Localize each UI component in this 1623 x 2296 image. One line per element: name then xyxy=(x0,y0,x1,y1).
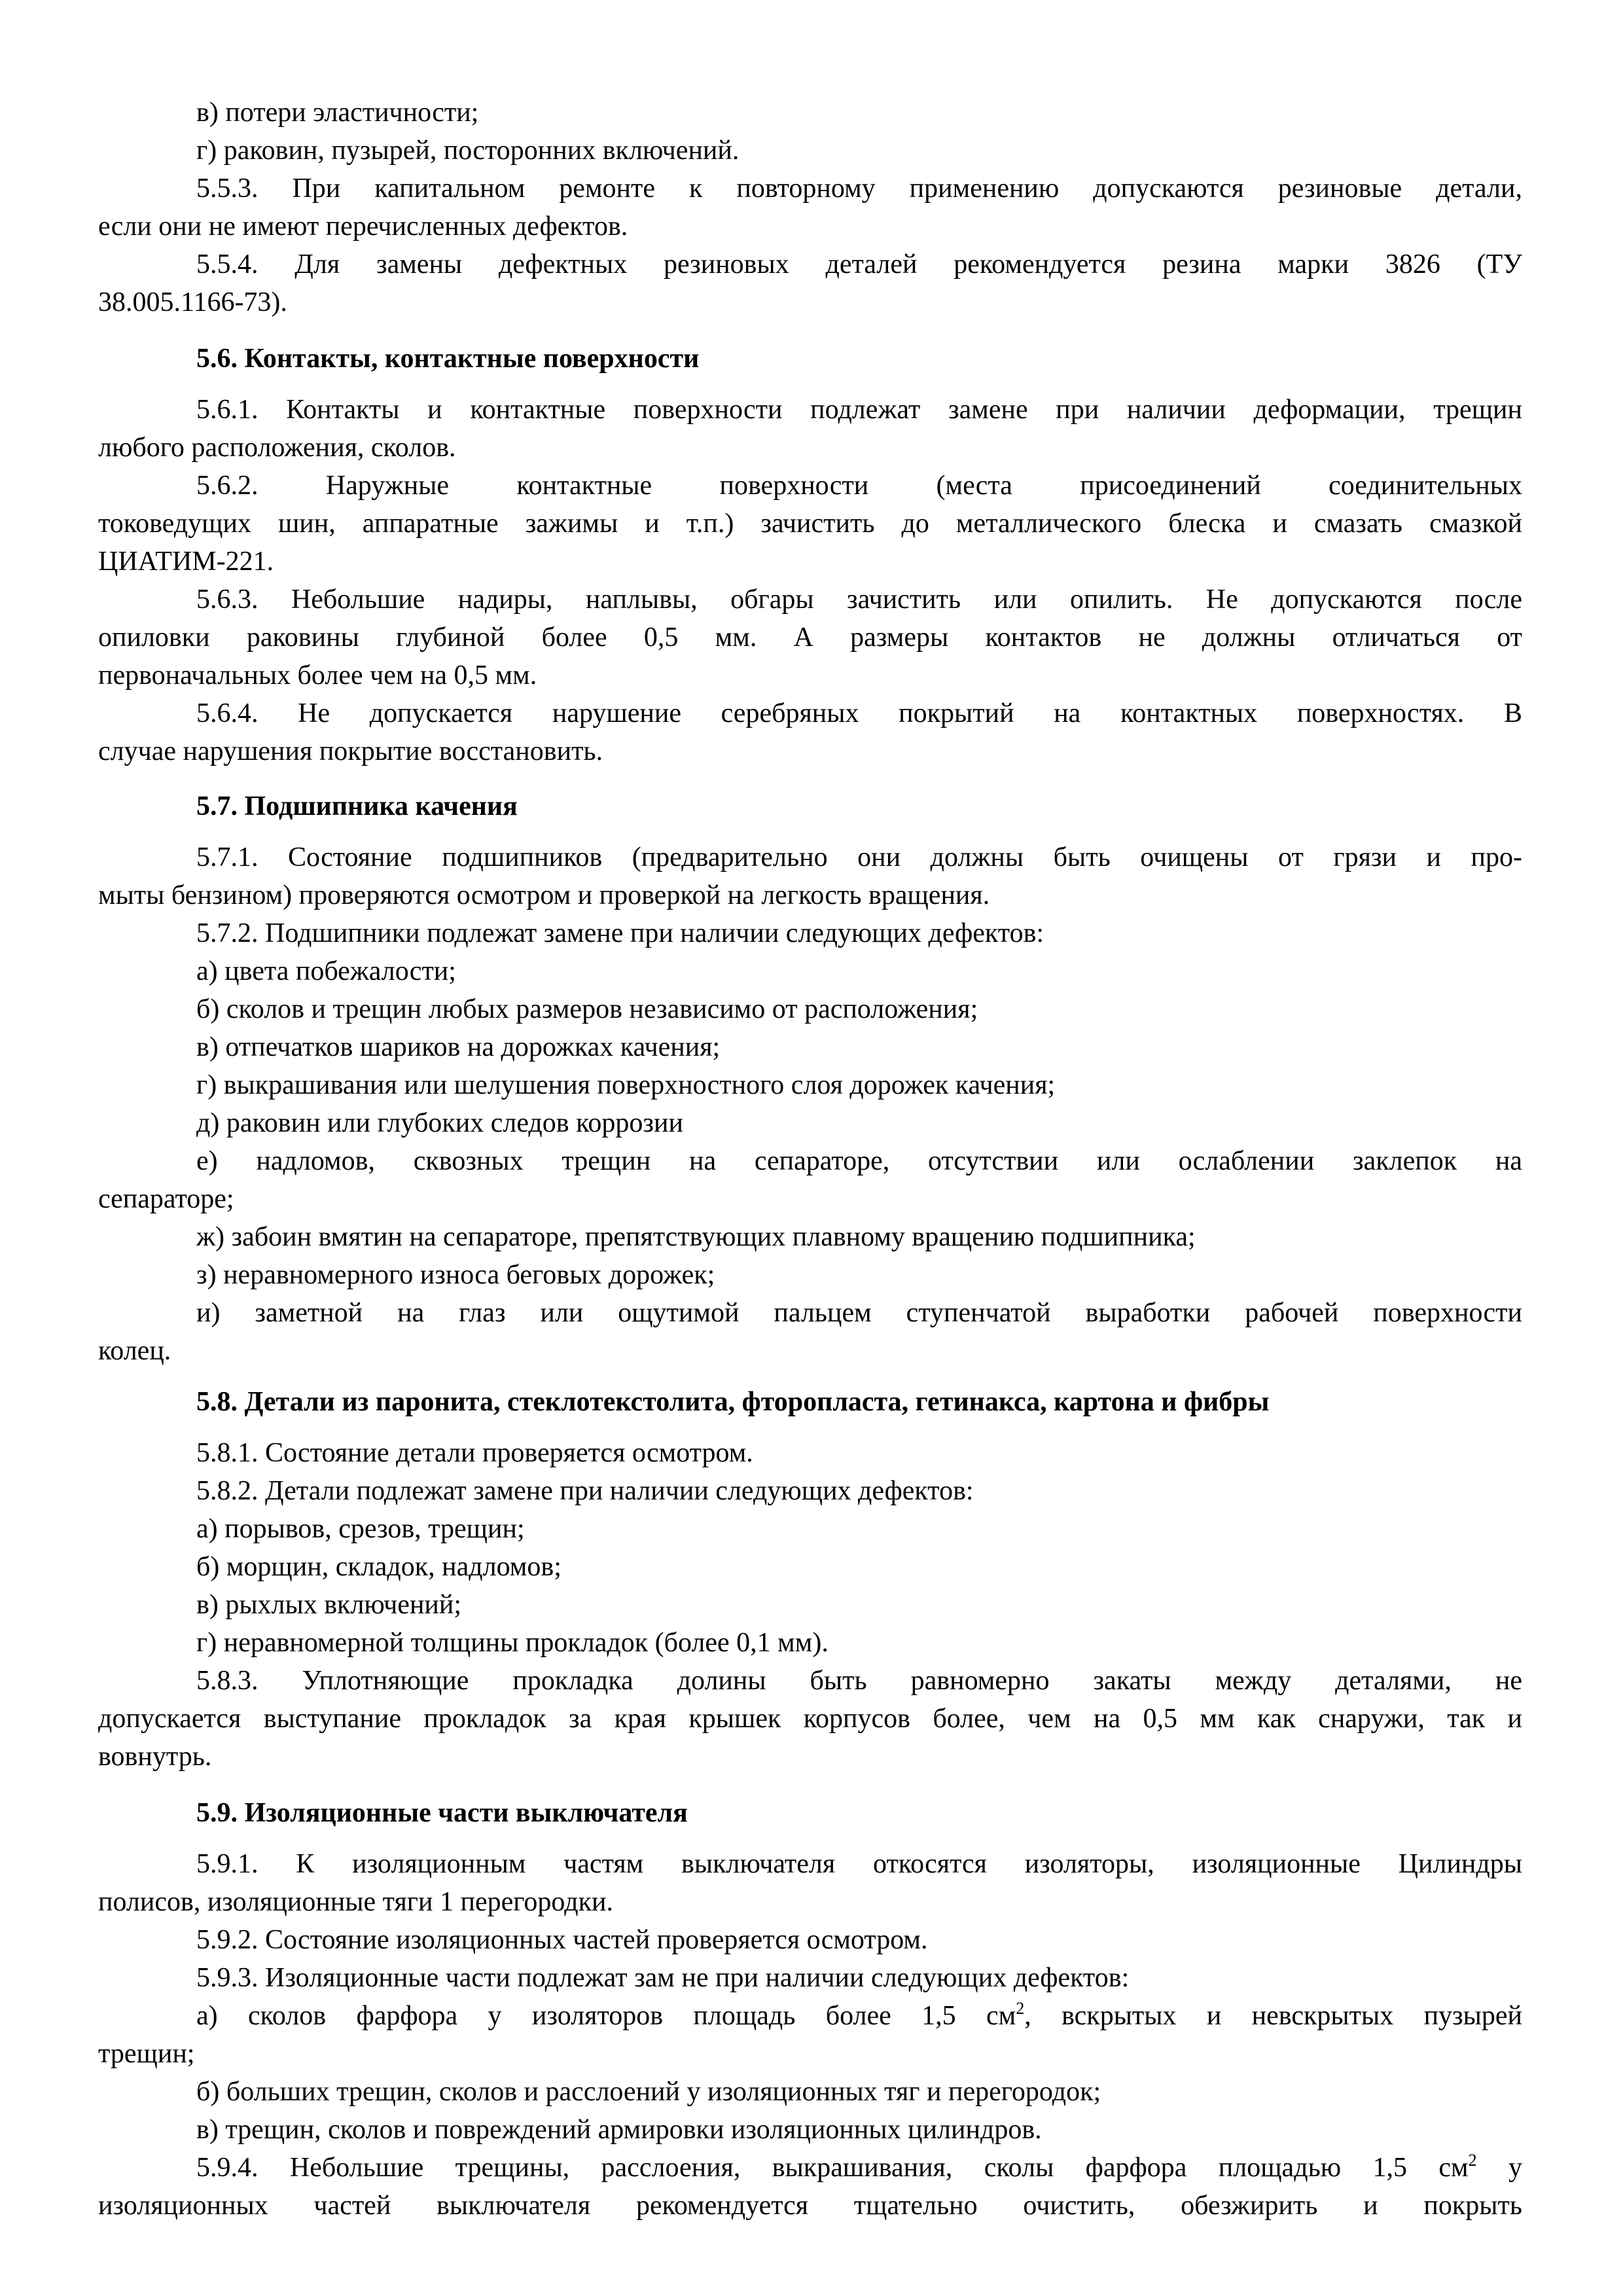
paragraph-line: 5.6.4. Не допускается нарушение серебряных покрытий на контактных поверхностях. В xyxy=(196,698,1522,728)
section-heading: 5.7. Подшипника качения xyxy=(196,791,518,821)
list-item: в) рыхлых включений; xyxy=(196,1590,462,1620)
list-item: г) выкрашивания или шелушения поверхностного слоя дорожек качения; xyxy=(196,1070,1056,1100)
paragraph-line: любого расположения, сколов. xyxy=(98,433,456,463)
paragraph-line: 5.8.2. Детали подлежат замене при наличии следующих дефектов: xyxy=(196,1476,974,1506)
list-item: колец. xyxy=(98,1336,171,1366)
paragraph-line: первоначальных более чем на 0,5 мм. xyxy=(98,660,537,691)
list-item: б) больших трещин, сколов и расслоений у изоляционных тяг и перегородок; xyxy=(196,2077,1101,2107)
section-heading: 5.6. Контакты, контактные поверхности xyxy=(196,344,700,374)
paragraph-line: 5.5.3. При капитальном ремонте к повторному применению допускаются резиновые детали, xyxy=(196,173,1522,204)
list-item-text: а) сколов фарфора у изоляторов площадь более 1,5 см xyxy=(196,2001,1016,2031)
list-item: г) неравномерной толщины прокладок (более 0,1 мм). xyxy=(196,1628,829,1658)
list-item: в) отпечатков шариков на дорожках качения; xyxy=(196,1032,721,1062)
paragraph-line: 5.6.3. Небольшие надиры, наплывы, обгары зачистить или опилить. Не допускаются после xyxy=(196,584,1522,615)
paragraph-line: 5.8.1. Состояние детали проверяется осмотром. xyxy=(196,1438,753,1468)
paragraph-line: 5.5.4. Для замены дефектных резиновых деталей рекомендуется резина марки 3826 (ТУ xyxy=(196,249,1522,279)
paragraph-line: опиловки раковины глубиной более 0,5 мм. А размеры контактов не должны отличаться от xyxy=(98,622,1522,653)
paragraph-line: 5.9.1. К изоляционным частям выключателя откосятся изоляторы, изоляционные Цилиндры xyxy=(196,1849,1522,1879)
paragraph-line: полисов, изоляционные тяги 1 перегородки. xyxy=(98,1887,613,1917)
paragraph-line: 5.9.3. Изоляционные части подлежат зам не при наличии следующих дефектов: xyxy=(196,1963,1130,1993)
paragraph-line: случае нарушения покрытие восстановить. xyxy=(98,736,603,766)
list-item-text: , вскрытых и невскрытых пузырей xyxy=(1024,2001,1522,2031)
paragraph-text: 5.9.4. Небольшие трещины, расслоения, выкрашивания, сколы фарфора площадью 1,5 см xyxy=(196,2153,1469,2183)
paragraph-line: если они не имеют перечисленных дефектов. xyxy=(98,211,628,242)
list-item: з) неравномерного износа беговых дорожек; xyxy=(196,1260,715,1290)
paragraph-line: 5.6.2. Наружные контактные поверхности (места присоединений соединительных xyxy=(196,471,1522,501)
paragraph-text: у xyxy=(1476,2153,1522,2183)
paragraph-line: ЦИАТИМ-221. xyxy=(98,547,274,577)
list-item: б) морщин, складок, надломов; xyxy=(196,1552,562,1582)
list-item: в) потери эластичности; xyxy=(196,98,479,128)
paragraph-line: вовнутрь. xyxy=(98,1742,212,1772)
list-item: сепараторе; xyxy=(98,1184,234,1214)
paragraph-line: 5.6.1. Контакты и контактные поверхности подлежат замене при наличии деформации, трещин xyxy=(196,395,1522,425)
paragraph-line: 5.7.1. Состояние подшипников (предварительно они должны быть очищены от грязи и про- xyxy=(196,842,1522,872)
paragraph-line: 5.7.2. Подшипники подлежат замене при наличии следующих дефектов: xyxy=(196,918,1044,948)
list-item: б) сколов и трещин любых размеров независимо от расположения; xyxy=(196,994,978,1024)
paragraph-line: 5.9.2. Состояние изоляционных частей проверяется осмотром. xyxy=(196,1925,928,1955)
paragraph-line: изоляционных частей выключателя рекомендуется тщательно очистить, обезжирить и покрыть xyxy=(98,2191,1522,2221)
list-item: г) раковин, пузырей, посторонних включений. xyxy=(196,135,740,166)
paragraph-line: 38.005.1166-73). xyxy=(98,287,287,317)
list-item xyxy=(196,1997,1522,2035)
superscript: 2 xyxy=(1468,2151,1477,2170)
list-item: д) раковин или глубоких следов коррозии xyxy=(196,1108,683,1138)
list-item: а) порывов, срезов, трещин; xyxy=(196,1514,525,1544)
paragraph-line xyxy=(196,2149,1522,2187)
section-heading: 5.9. Изоляционные части выключателя xyxy=(196,1798,688,1828)
paragraph-line: 5.8.3. Уплотняющие прокладка долины быть равномерно закаты между деталями, не xyxy=(196,1666,1522,1696)
list-item: в) трещин, сколов и повреждений армировки изоляционных цилиндров. xyxy=(196,2115,1042,2145)
paragraph-line: токоведущих шин, аппаратные зажимы и т.п.) зачистить до металлического блеска и смазать смазкой xyxy=(98,509,1522,539)
list-item: и) заметной на глаз или ощутимой пальцем ступенчатой выработки рабочей поверхности xyxy=(196,1298,1522,1328)
paragraph-line: мыты бензином) проверяются осмотром и проверкой на легкость вращения. xyxy=(98,880,990,910)
paragraph-line: допускается выступание прокладок за края крышек корпусов более, чем на 0,5 мм как снаружи, так и xyxy=(98,1704,1522,1734)
list-item: а) цвета побежалости; xyxy=(196,956,456,986)
superscript: 2 xyxy=(1016,1999,1025,2018)
list-item: трещин; xyxy=(98,2039,195,2069)
list-item: е) надломов, сквозных трещин на сепараторе, отсутствии или ослаблении заклепок на xyxy=(196,1146,1522,1176)
list-item: ж) забоин вмятин на сепараторе, препятствующих плавному вращению подшипника; xyxy=(196,1222,1196,1252)
section-heading: 5.8. Детали из паронита, стеклотекстолита, фторопласта, гетинакса, картона и фибры xyxy=(196,1387,1270,1417)
